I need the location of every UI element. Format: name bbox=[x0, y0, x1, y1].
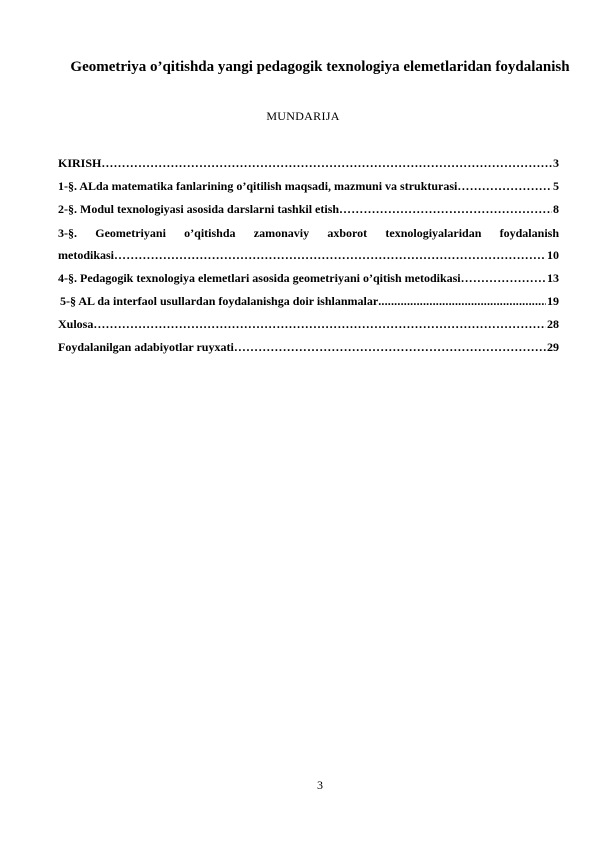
document-title: Geometriya o’qitishda yangi pedagogik texnologiya elemetlaridan foydalanish bbox=[70, 59, 570, 75]
toc-leader-dots bbox=[101, 156, 552, 171]
toc-entry-label: Foydalanilgan adabiyotlar ruyxati bbox=[58, 340, 234, 354]
toc-page-number: 8 bbox=[553, 202, 559, 216]
toc-entry-label: 3-§. Geometriyani o’qitishda zamonaviy axborot texnologiyalaridan foydalanish bbox=[58, 226, 559, 240]
toc-entry-section-1[interactable] bbox=[58, 179, 559, 202]
toc-entry-section-3[interactable] bbox=[58, 225, 559, 271]
toc-page-number: 28 bbox=[547, 317, 559, 331]
toc-leader-dots bbox=[234, 340, 546, 355]
toc-leader-dots bbox=[378, 294, 546, 309]
toc-page-number: 5 bbox=[553, 179, 559, 193]
toc-leader-dots bbox=[457, 179, 552, 194]
contents-heading: MUNDARIJA bbox=[266, 109, 340, 123]
page-number: 3 bbox=[317, 778, 323, 792]
toc-entry-label-continuation bbox=[58, 248, 559, 271]
toc-entry-label: KIRISH bbox=[58, 156, 102, 170]
toc-entry-label: 5-§ AL da interfaol usullardan foydalanishga doir ishlanmalar bbox=[60, 294, 379, 308]
toc-leader-dots bbox=[93, 317, 546, 332]
toc-leader-dots bbox=[461, 271, 546, 286]
toc-entry-section-4[interactable] bbox=[58, 271, 559, 294]
toc-entry-section-2[interactable] bbox=[58, 202, 559, 225]
toc-entry-label: 1-§. ALda matematika fanlarining o’qitilish maqsadi, mazmuni va strukturasi bbox=[58, 179, 458, 193]
toc-page-number: 19 bbox=[547, 294, 559, 308]
toc-entry-label: 2-§. Modul texnologiyasi asosida darslarni tashkil etish bbox=[58, 202, 340, 216]
toc-entry-label: 4-§. Pedagogik texnologiya elemetlari asosida geometriyani o’qitish metodikasi bbox=[58, 271, 461, 285]
toc-page-number: 10 bbox=[547, 248, 559, 262]
toc-entry-kirish[interactable] bbox=[58, 156, 559, 179]
toc-page-number: 29 bbox=[547, 340, 559, 354]
toc-page-number: 3 bbox=[553, 156, 559, 170]
toc-entry-label-line2: metodikasi bbox=[58, 248, 115, 262]
toc-entry-xulosa[interactable] bbox=[58, 317, 559, 340]
table-of-contents bbox=[58, 156, 559, 363]
toc-entry-section-5[interactable] bbox=[58, 294, 559, 317]
toc-leader-dots bbox=[339, 202, 552, 217]
toc-entry-references[interactable] bbox=[58, 340, 559, 363]
toc-leader-dots bbox=[114, 248, 546, 263]
toc-page-number: 13 bbox=[547, 271, 559, 285]
toc-entry-label: Xulosa bbox=[58, 317, 94, 331]
